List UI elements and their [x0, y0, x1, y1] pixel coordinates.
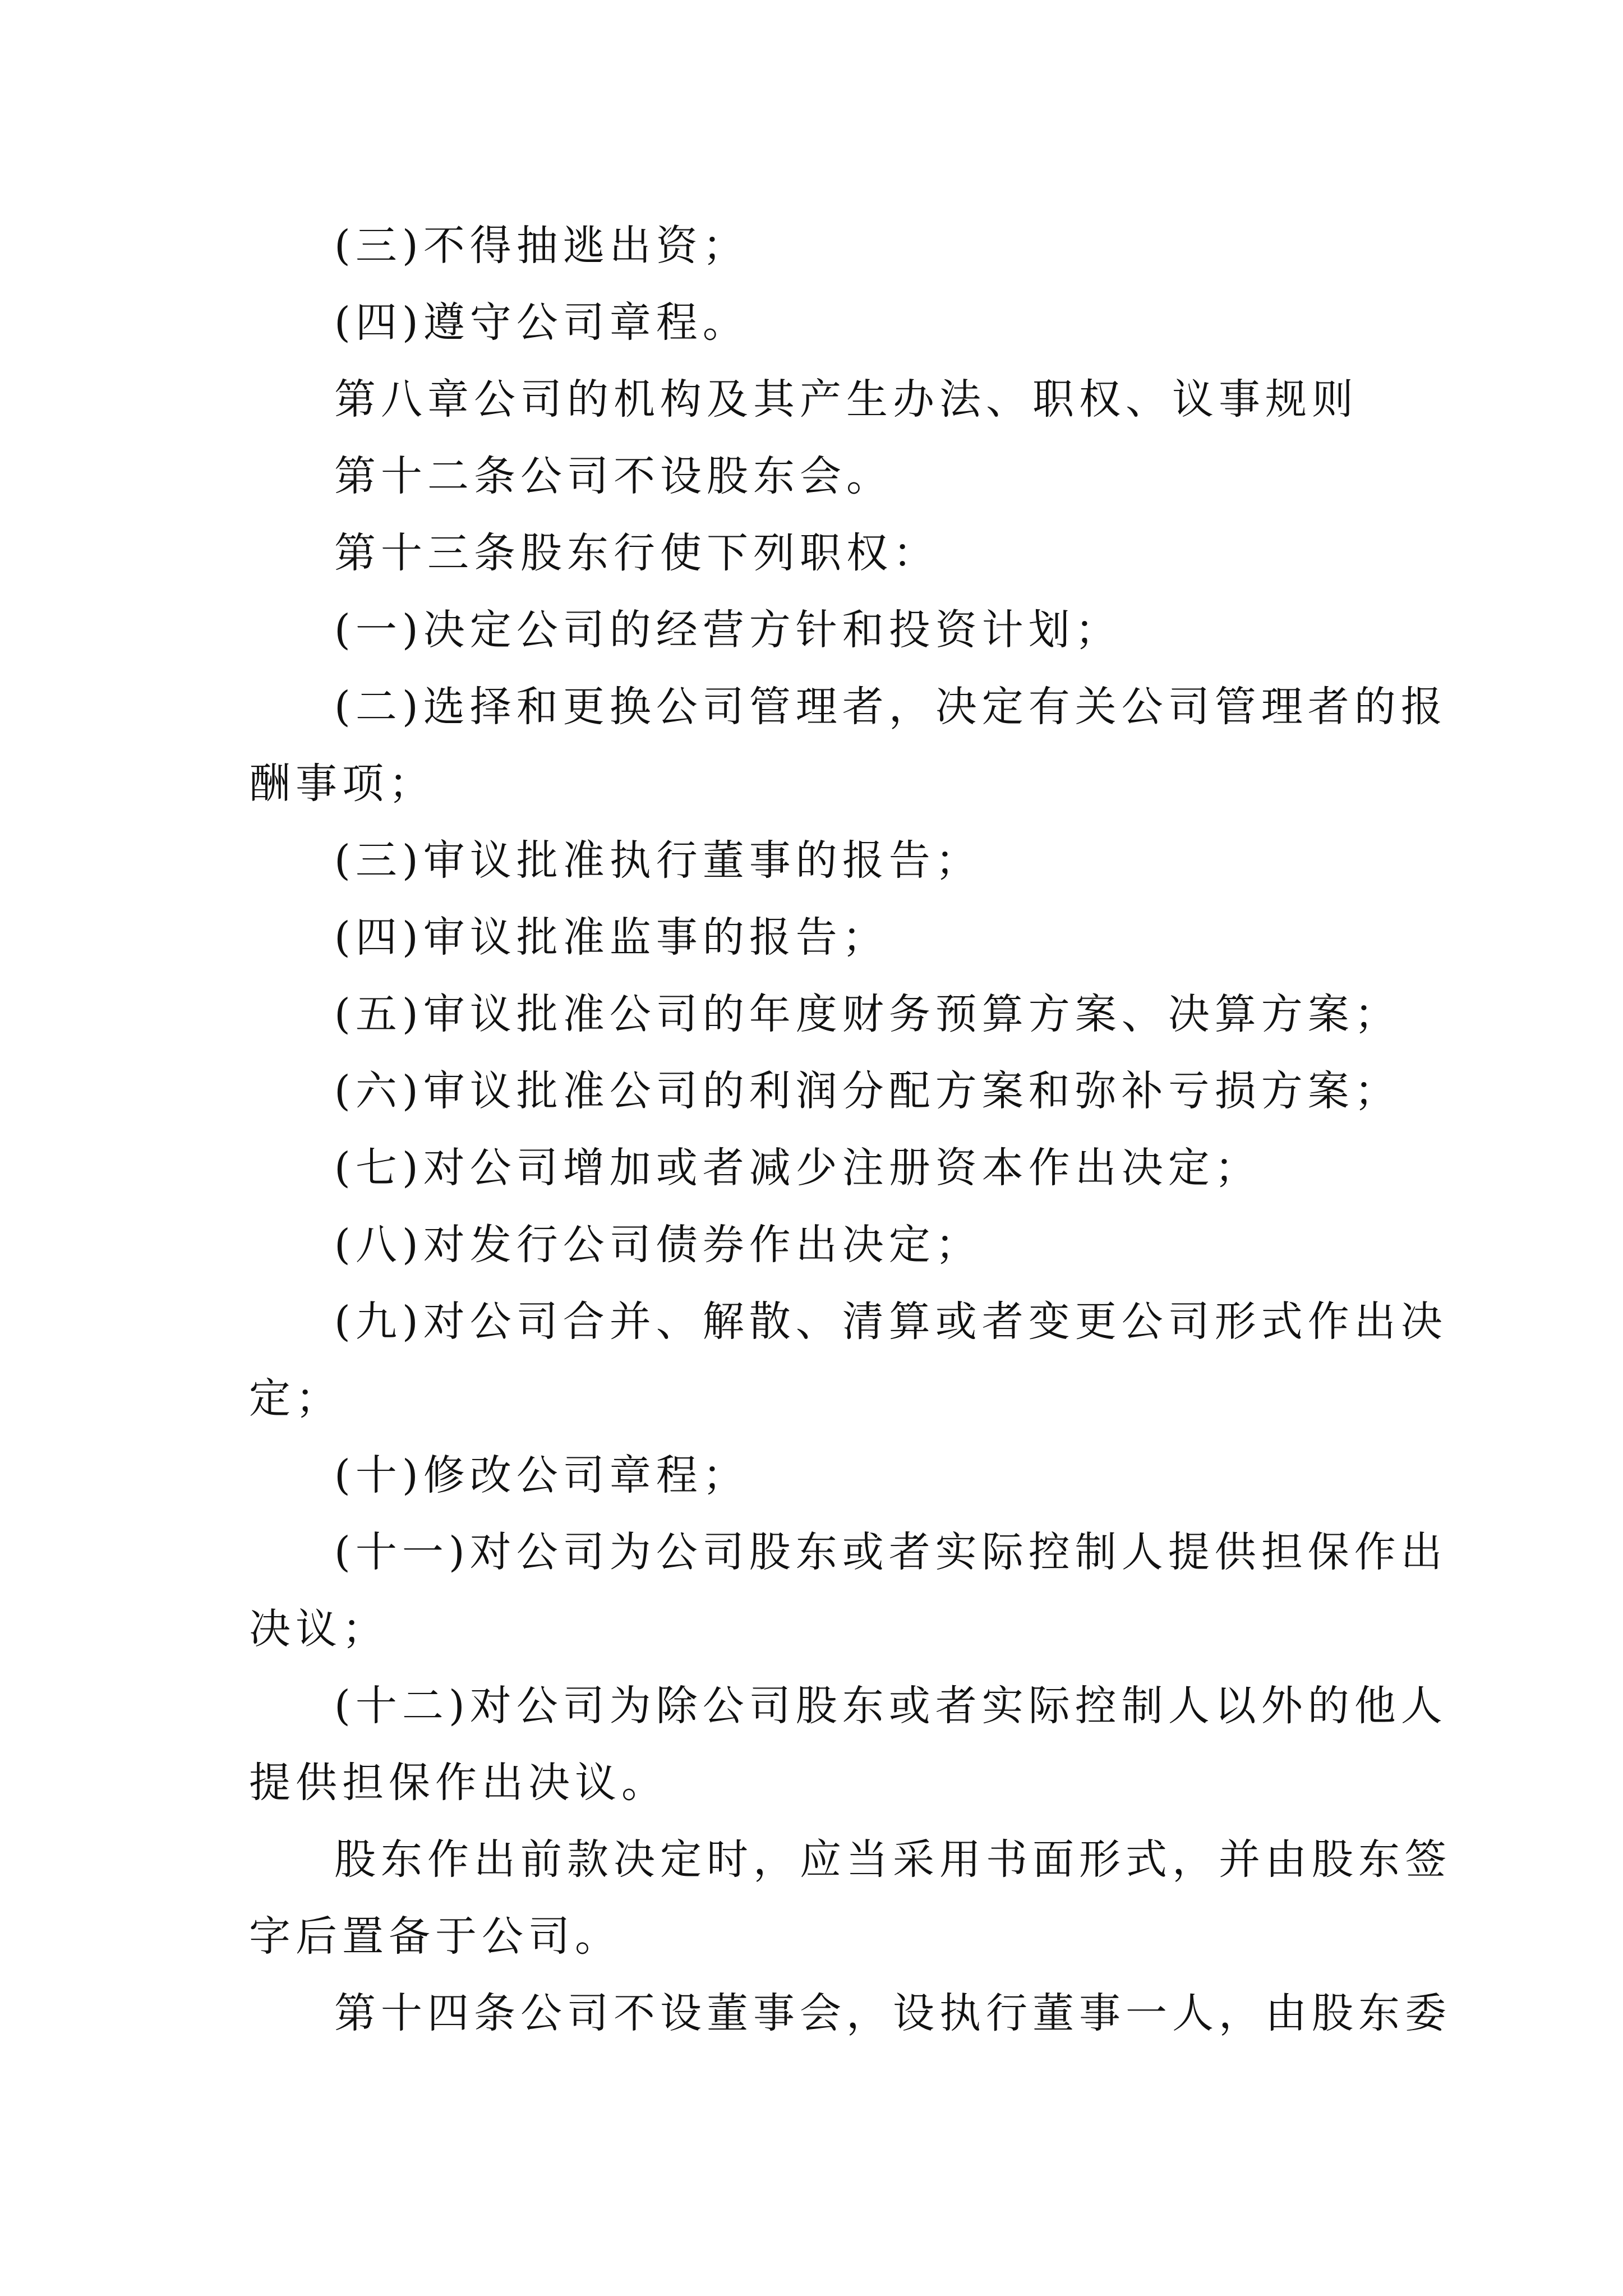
text-line: 股东作出前款决定时，应当采用书面形式，并由股东签 [334, 1835, 1451, 1884]
text-line: (七)对公司增加或者减少注册资本作出决定； [334, 1144, 1261, 1192]
text-line: 决议； [249, 1605, 389, 1653]
article-line: 第十二条公司不设股东会。 [334, 452, 893, 500]
text-line: (十一)对公司为公司股东或者实际控制人提供担保作出 [334, 1528, 1447, 1576]
chapter-heading: 第八章公司的机构及其产生办法、职权、议事规则 [334, 375, 1358, 424]
text-line: (九)对公司合并、解散、清算或者变更公司形式作出决 [334, 1297, 1447, 1346]
text-line: (三)不得抽逃出资； [334, 222, 749, 270]
text-line: 字后置备于公司。 [249, 1912, 621, 1961]
text-line: 酬事项； [249, 760, 435, 808]
text-line: (三)审议批准执行董事的报告； [334, 836, 982, 885]
article-line: 第十三条股东行使下列职权： [334, 529, 939, 577]
text-line: (一)决定公司的经营方针和投资计划； [334, 606, 1122, 654]
text-line: (十二)对公司为除公司股东或者实际控制人以外的他人 [334, 1682, 1447, 1730]
text-line: (六)审议批准公司的利润分配方案和弥补亏损方案； [334, 1067, 1401, 1115]
text-line: (十)修改公司章程； [334, 1451, 749, 1499]
text-line: 提供担保作出决议。 [249, 1759, 668, 1807]
text-line: (四)审议批准监事的报告； [334, 913, 889, 961]
text-line: (四)遵守公司章程。 [334, 298, 749, 347]
text-line: (八)对发行公司债券作出决定； [334, 1221, 982, 1269]
text-line: (五)审议批准公司的年度财务预算方案、决算方案； [334, 990, 1401, 1038]
article-line: 第十四条公司不设董事会，设执行董事一人，由股东委 [334, 1989, 1451, 2037]
text-line: (二)选择和更换公司管理者，决定有关公司管理者的报 [334, 683, 1447, 731]
text-line: 定； [249, 1374, 342, 1423]
document-body [249, 208, 1451, 2052]
